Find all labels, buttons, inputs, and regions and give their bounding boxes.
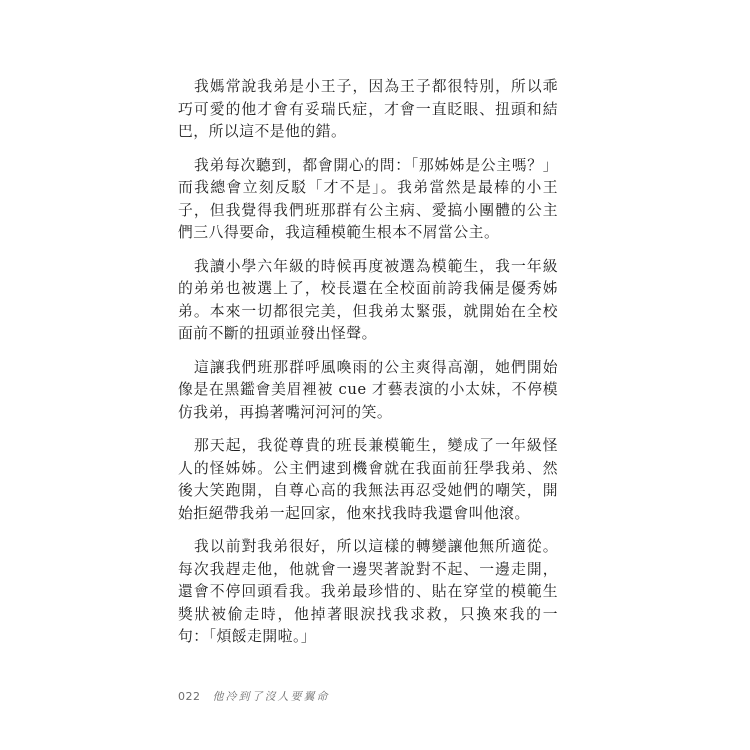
paragraph: 我讀小學六年級的時候再度被選為模範生，我一年級的弟弟也被選上了，校長還在全校面前誇我倆是優秀姊弟。本來一切都很完美，但我弟太緊張，就開始在全校面前不斷的扭頭並發出怪聲。 xyxy=(178,257,558,342)
body-text xyxy=(178,76,558,660)
paragraph: 這讓我們班那群呼風喚雨的公主爽得高潮，她們開始像是在黑鑑會美眉裡被 cue 才藝表演的小太妹，不停模仿我弟，再摀著嘴河河河的笑。 xyxy=(178,358,558,421)
paragraph: 那天起，我從尊貴的班長兼模範生，變成了一年級怪人的怪姊姊。公主們逮到機會就在我面前狂學我弟、然後大笑跑開，自尊心高的我無法再忍受她們的嘲笑，開始拒絕帶我弟一起回家，他來找我時我還會叫他滾。 xyxy=(178,437,558,522)
running-title: 他冷到了沒人要翼命 xyxy=(212,690,330,703)
page-number: 022 xyxy=(178,690,201,703)
page-footer xyxy=(178,688,330,704)
paragraph: 我弟每次聽到，都會開心的問：「那姊姊是公主嗎？」而我總會立刻反駁「才不是」。我弟當然是最棒的小王子，但我覺得我們班那群有公主病、愛搞小團體的公主們三八得要命，我這種模範生根本不屑當公主。 xyxy=(178,156,558,241)
paragraph: 我以前對我弟很好，所以這樣的轉變讓他無所適從。每次我趕走他，他就會一邊哭著說對不起、一邊走開，還會不停回頭看我。我弟最珍惜的、貼在穿堂的模範生獎狀被偷走時，他掉著眼淚找我求救，只換來我的一句：「煩餒走開啦。」 xyxy=(178,538,558,645)
paragraph: 我媽常說我弟是小王子，因為王子都很特別，所以乖巧可愛的他才會有妥瑞氏症，才會一直眨眼、扭頭和結巴，所以這不是他的錯。 xyxy=(178,78,558,140)
